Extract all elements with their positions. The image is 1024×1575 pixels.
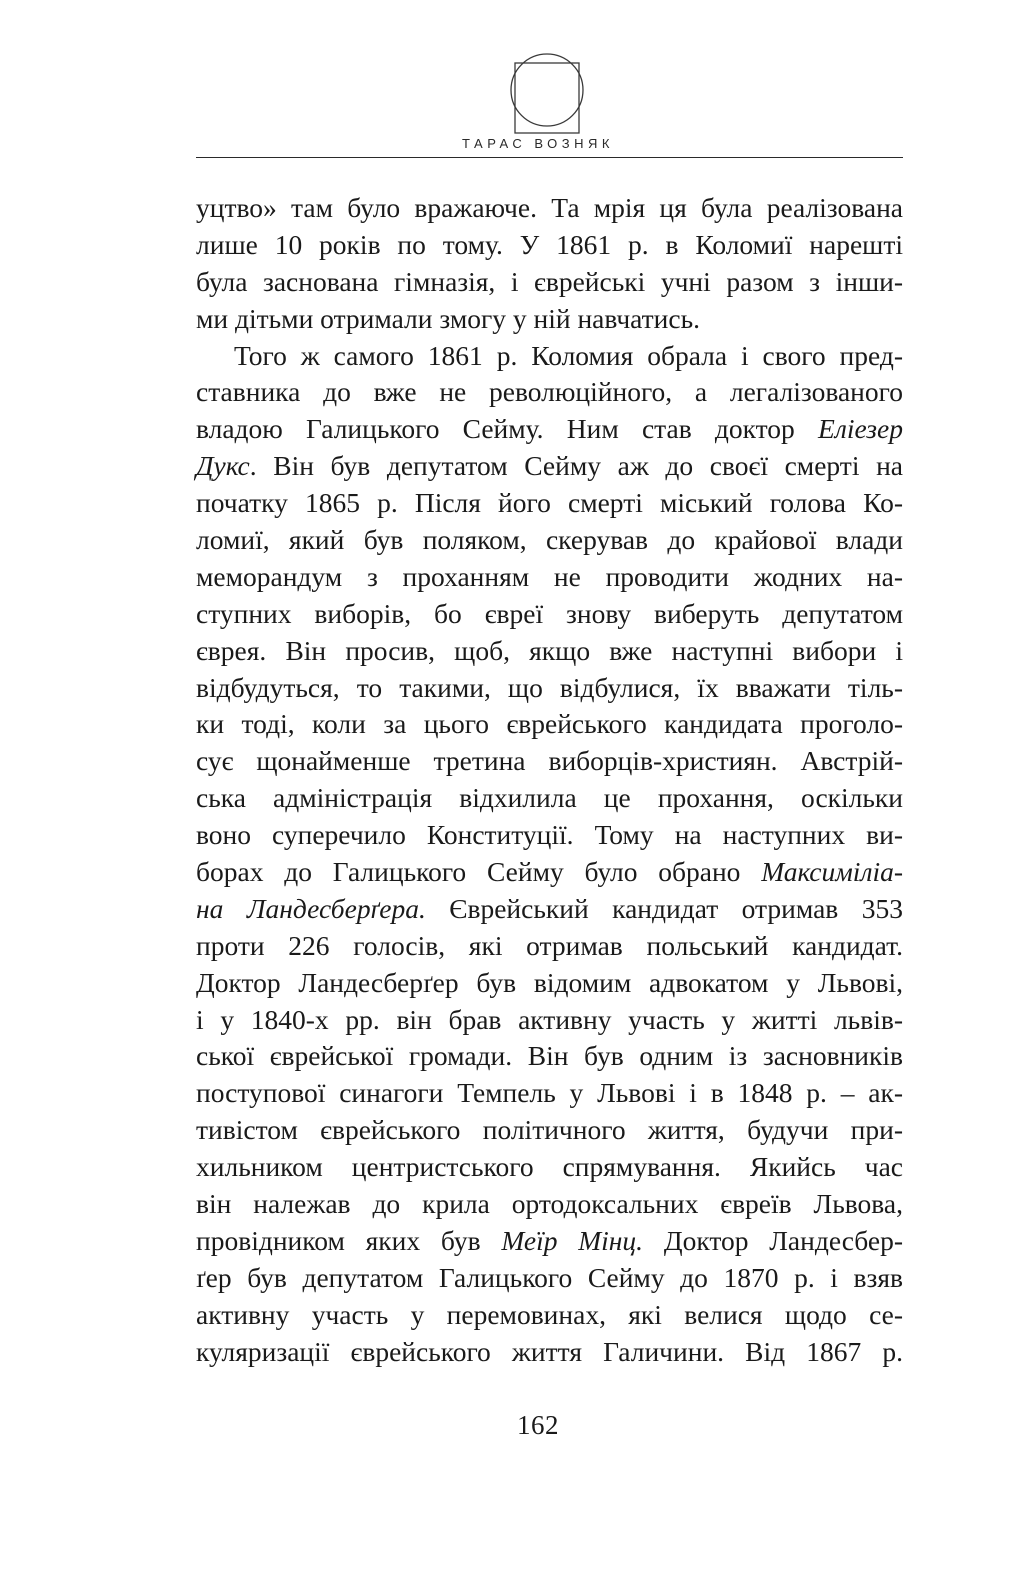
text-segment: Того ж самого 1861 р. Коломия обрала і свого пред- bbox=[234, 339, 903, 371]
text-line bbox=[196, 411, 903, 448]
text-segment: Доктор Ландесберґер був відомим адвокатом у Львові, bbox=[196, 966, 903, 998]
text-line bbox=[196, 1297, 903, 1334]
text-segment: ська адміністрація відхилила це прохання, оскільки bbox=[196, 782, 903, 814]
text-line bbox=[196, 1223, 903, 1260]
text-line bbox=[196, 1260, 903, 1297]
text-line bbox=[196, 264, 903, 301]
text-segment: меморандум з проханням не проводити жодних на- bbox=[196, 560, 903, 592]
text-segment: сує щонайменше третина виборців-християн. Австрій- bbox=[196, 745, 903, 777]
text-line bbox=[196, 190, 903, 227]
text-segment: відбудуться, то такими, що відбулися, їх вважати тіль- bbox=[196, 671, 903, 703]
body-text bbox=[196, 190, 903, 1371]
text-segment: ки тоді, коли за цього єврейського кандидата проголо- bbox=[196, 708, 903, 740]
text-segment: владою Галицького Сейму. Ним став доктор bbox=[196, 413, 819, 445]
text-line bbox=[196, 670, 903, 707]
text-line bbox=[196, 1186, 903, 1223]
text-line bbox=[196, 854, 903, 891]
text-segment: ми дітьми отримали змогу у ній навчатись. bbox=[196, 302, 701, 334]
text-segment: Єврейський кандидат отримав 353 bbox=[425, 892, 904, 924]
text-segment: Доктор Ландесбер- bbox=[643, 1224, 904, 1256]
text-segment: ступних виборів, бо євреї знову виберуть депутатом bbox=[196, 597, 903, 629]
text-line bbox=[196, 743, 903, 780]
text-line bbox=[196, 374, 903, 411]
text-segment: ставника до вже не революційного, а легалізованого bbox=[196, 376, 903, 408]
text-line bbox=[196, 633, 903, 670]
text-line bbox=[196, 1002, 903, 1039]
text-segment: тивістом єврейського політичного життя, будучи при- bbox=[196, 1114, 903, 1146]
text-line bbox=[196, 1334, 903, 1371]
running-head-author: ТАРАС ВОЗНЯК bbox=[462, 136, 614, 151]
text-line bbox=[196, 522, 903, 559]
text-line bbox=[196, 559, 903, 596]
text-line bbox=[196, 448, 903, 485]
text-segment: уцтво» там було вражаюче. Та мрія ця була реалізована bbox=[196, 192, 903, 223]
text-line bbox=[196, 227, 903, 264]
text-line bbox=[196, 965, 903, 1002]
text-segment: ської єврейської громади. Він був одним із засновників bbox=[196, 1040, 903, 1072]
circle-square-emblem-icon bbox=[509, 46, 585, 134]
text-line bbox=[196, 338, 903, 375]
italic-name: на Ландесберґера. bbox=[196, 892, 426, 924]
text-line bbox=[196, 301, 903, 338]
text-line bbox=[196, 780, 903, 817]
text-segment: поступової синагоги Темпель у Львові і в 1848 р. – ак- bbox=[196, 1077, 903, 1109]
text-line bbox=[196, 1038, 903, 1075]
text-segment: він належав до крила ортодоксальних євреїв Львова, bbox=[196, 1188, 903, 1220]
text-segment: лише 10 років по тому. У 1861 р. в Коломиї нарешті bbox=[196, 228, 903, 260]
text-segment: була заснована гімназія, і єврейські учні разом з інши- bbox=[196, 265, 903, 297]
text-segment: ґер був депутатом Галицького Сейму до 1870 р. і взяв bbox=[196, 1261, 903, 1293]
header-divider bbox=[196, 157, 903, 158]
text-segment: ломиї, який був поляком, скерував до крайової влади bbox=[196, 524, 903, 556]
text-segment: . Він був депутатом Сейму аж до своєї смерті на bbox=[249, 450, 903, 482]
text-line bbox=[196, 596, 903, 633]
text-segment: початку 1865 р. Після його смерті міський голова Ко- bbox=[196, 487, 903, 519]
italic-name: Еліезер bbox=[818, 413, 903, 445]
text-segment: активну участь у перемовинах, які велися щодо се- bbox=[196, 1298, 903, 1330]
text-line bbox=[196, 817, 903, 854]
text-line bbox=[196, 485, 903, 522]
text-segment: хильником центристського спрямування. Якийсь час bbox=[196, 1151, 903, 1183]
italic-name: Меїр Мінц. bbox=[501, 1224, 644, 1256]
page-number: 162 bbox=[517, 1410, 559, 1440]
text-segment: куляризації єврейського життя Галичини. Від 1867 р. bbox=[196, 1335, 903, 1367]
text-segment: борах до Галицького Сейму було обрано bbox=[196, 856, 762, 888]
text-line bbox=[196, 1112, 903, 1149]
text-segment: проти 226 голосів, які отримав польський кандидат. bbox=[196, 929, 903, 961]
text-line bbox=[196, 928, 903, 965]
italic-name: Максиміліа- bbox=[761, 856, 903, 888]
text-line bbox=[196, 891, 903, 928]
text-segment: і у 1840-х рр. він брав активну участь у житті львів- bbox=[196, 1003, 903, 1035]
text-segment: воно суперечило Конституції. Тому на наступних ви- bbox=[196, 819, 903, 851]
text-line bbox=[196, 1149, 903, 1186]
text-line bbox=[196, 1075, 903, 1112]
text-segment: єврея. Він просив, щоб, якщо вже наступні вибори і bbox=[196, 634, 903, 666]
text-line bbox=[196, 706, 903, 743]
italic-name: Дукс bbox=[196, 450, 250, 482]
text-segment: провідником яких був bbox=[196, 1224, 502, 1256]
